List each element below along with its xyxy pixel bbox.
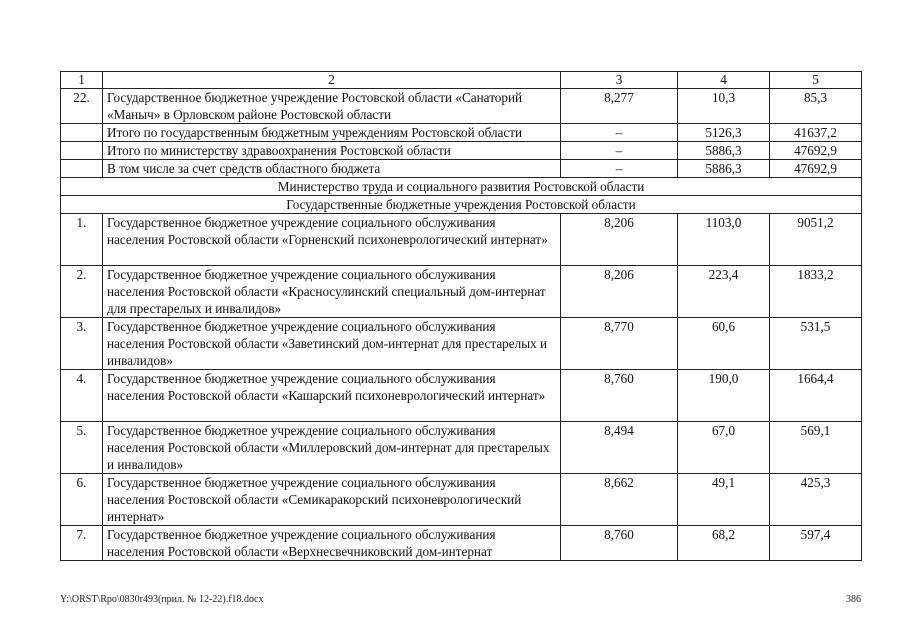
column-number: 3	[561, 72, 678, 89]
cell-col5: 531,5	[770, 318, 862, 370]
cell-col4: 60,6	[678, 318, 770, 370]
section-heading: Министерство труда и социального развития Ростовской области	[61, 178, 862, 196]
column-number: 5	[770, 72, 862, 89]
institution-name: Государственное бюджетное учреждение социального обслуживания населения Ростовской области «Кашарский психоневрологический интернат»	[103, 370, 561, 422]
cell-col5: 47692,9	[770, 142, 862, 160]
institution-name: Государственное бюджетное учреждение социального обслуживания населения Ростовской области «Заветинский дом-интернат для престарелых и инвалидов»	[103, 318, 561, 370]
cell-col3: –	[561, 124, 678, 142]
cell-col3: 8,206	[561, 266, 678, 318]
row-number: 6.	[61, 474, 103, 526]
table-row	[61, 89, 862, 124]
section-heading-row	[61, 196, 862, 214]
table-row	[61, 318, 862, 370]
row-number: 4.	[61, 370, 103, 422]
row-number: 7.	[61, 526, 103, 561]
cell-col4: 190,0	[678, 370, 770, 422]
cell-col5: 41637,2	[770, 124, 862, 142]
cell-col5: 597,4	[770, 526, 862, 561]
table-row-total	[61, 124, 862, 142]
column-number: 1	[61, 72, 103, 89]
row-number: 2.	[61, 266, 103, 318]
column-number-row	[61, 72, 862, 89]
table-row-total	[61, 160, 862, 178]
footer-file-path: Y:\ORST\Rpo\0830r493(прил. № 12-22).f18.docx	[60, 594, 264, 605]
institution-name: Государственное бюджетное учреждение социального обслуживания населения Ростовской области «Верхнесвечниковский дом-интернат	[103, 526, 561, 561]
page-number: 386	[846, 594, 861, 605]
cell-col4: 5126,3	[678, 124, 770, 142]
cell-col4: 5886,3	[678, 160, 770, 178]
row-number	[61, 142, 103, 160]
row-number	[61, 160, 103, 178]
institution-name: Государственное бюджетное учреждение социального обслуживания населения Ростовской области «Миллеровский дом-интернат для престарелых и инвалидов»	[103, 422, 561, 474]
row-number: 3.	[61, 318, 103, 370]
table-row	[61, 370, 862, 422]
institution-name: Государственное бюджетное учреждение Ростовской области «Санаторий «Маныч» в Орловском районе Ростовской области	[103, 89, 561, 124]
cell-col4: 10,3	[678, 89, 770, 124]
cell-col3: 8,206	[561, 214, 678, 266]
row-number: 1.	[61, 214, 103, 266]
table-row	[61, 474, 862, 526]
data-table	[60, 71, 862, 561]
table-row	[61, 526, 862, 561]
cell-col4: 1103,0	[678, 214, 770, 266]
cell-col5: 569,1	[770, 422, 862, 474]
cell-col3: 8,760	[561, 370, 678, 422]
institution-name: Государственное бюджетное учреждение социального обслуживания населения Ростовской области «Семикаракорский психоневрологический интернат»	[103, 474, 561, 526]
cell-col5: 1833,2	[770, 266, 862, 318]
column-number: 2	[103, 72, 561, 89]
cell-col4: 49,1	[678, 474, 770, 526]
table-row-total	[61, 142, 862, 160]
institution-name: Государственное бюджетное учреждение социального обслуживания населения Ростовской области «Красносулинский специальный дом-интернат для престарелых и инвалидов»	[103, 266, 561, 318]
row-number: 5.	[61, 422, 103, 474]
column-number: 4	[678, 72, 770, 89]
section-heading: Государственные бюджетные учреждения Ростовской области	[61, 196, 862, 214]
total-label: В том числе за счет средств областного бюджета	[103, 160, 561, 178]
table-row	[61, 266, 862, 318]
table-row	[61, 214, 862, 266]
cell-col3: –	[561, 160, 678, 178]
cell-col4: 223,4	[678, 266, 770, 318]
cell-col3: 8,662	[561, 474, 678, 526]
section-heading-row	[61, 178, 862, 196]
row-number	[61, 124, 103, 142]
cell-col3: –	[561, 142, 678, 160]
cell-col5: 1664,4	[770, 370, 862, 422]
institution-name: Государственное бюджетное учреждение социального обслуживания населения Ростовской области «Горненский психоневрологический интернат»	[103, 214, 561, 266]
row-number: 22.	[61, 89, 103, 124]
cell-col4: 5886,3	[678, 142, 770, 160]
cell-col5: 425,3	[770, 474, 862, 526]
cell-col4: 67,0	[678, 422, 770, 474]
cell-col3: 8,760	[561, 526, 678, 561]
cell-col3: 8,770	[561, 318, 678, 370]
cell-col5: 9051,2	[770, 214, 862, 266]
cell-col3: 8,277	[561, 89, 678, 124]
cell-col3: 8,494	[561, 422, 678, 474]
total-label: Итого по государственным бюджетным учреждениям Ростовской области	[103, 124, 561, 142]
table-row	[61, 422, 862, 474]
cell-col5: 85,3	[770, 89, 862, 124]
cell-col4: 68,2	[678, 526, 770, 561]
total-label: Итого по министерству здравоохранения Ростовской области	[103, 142, 561, 160]
cell-col5: 47692,9	[770, 160, 862, 178]
